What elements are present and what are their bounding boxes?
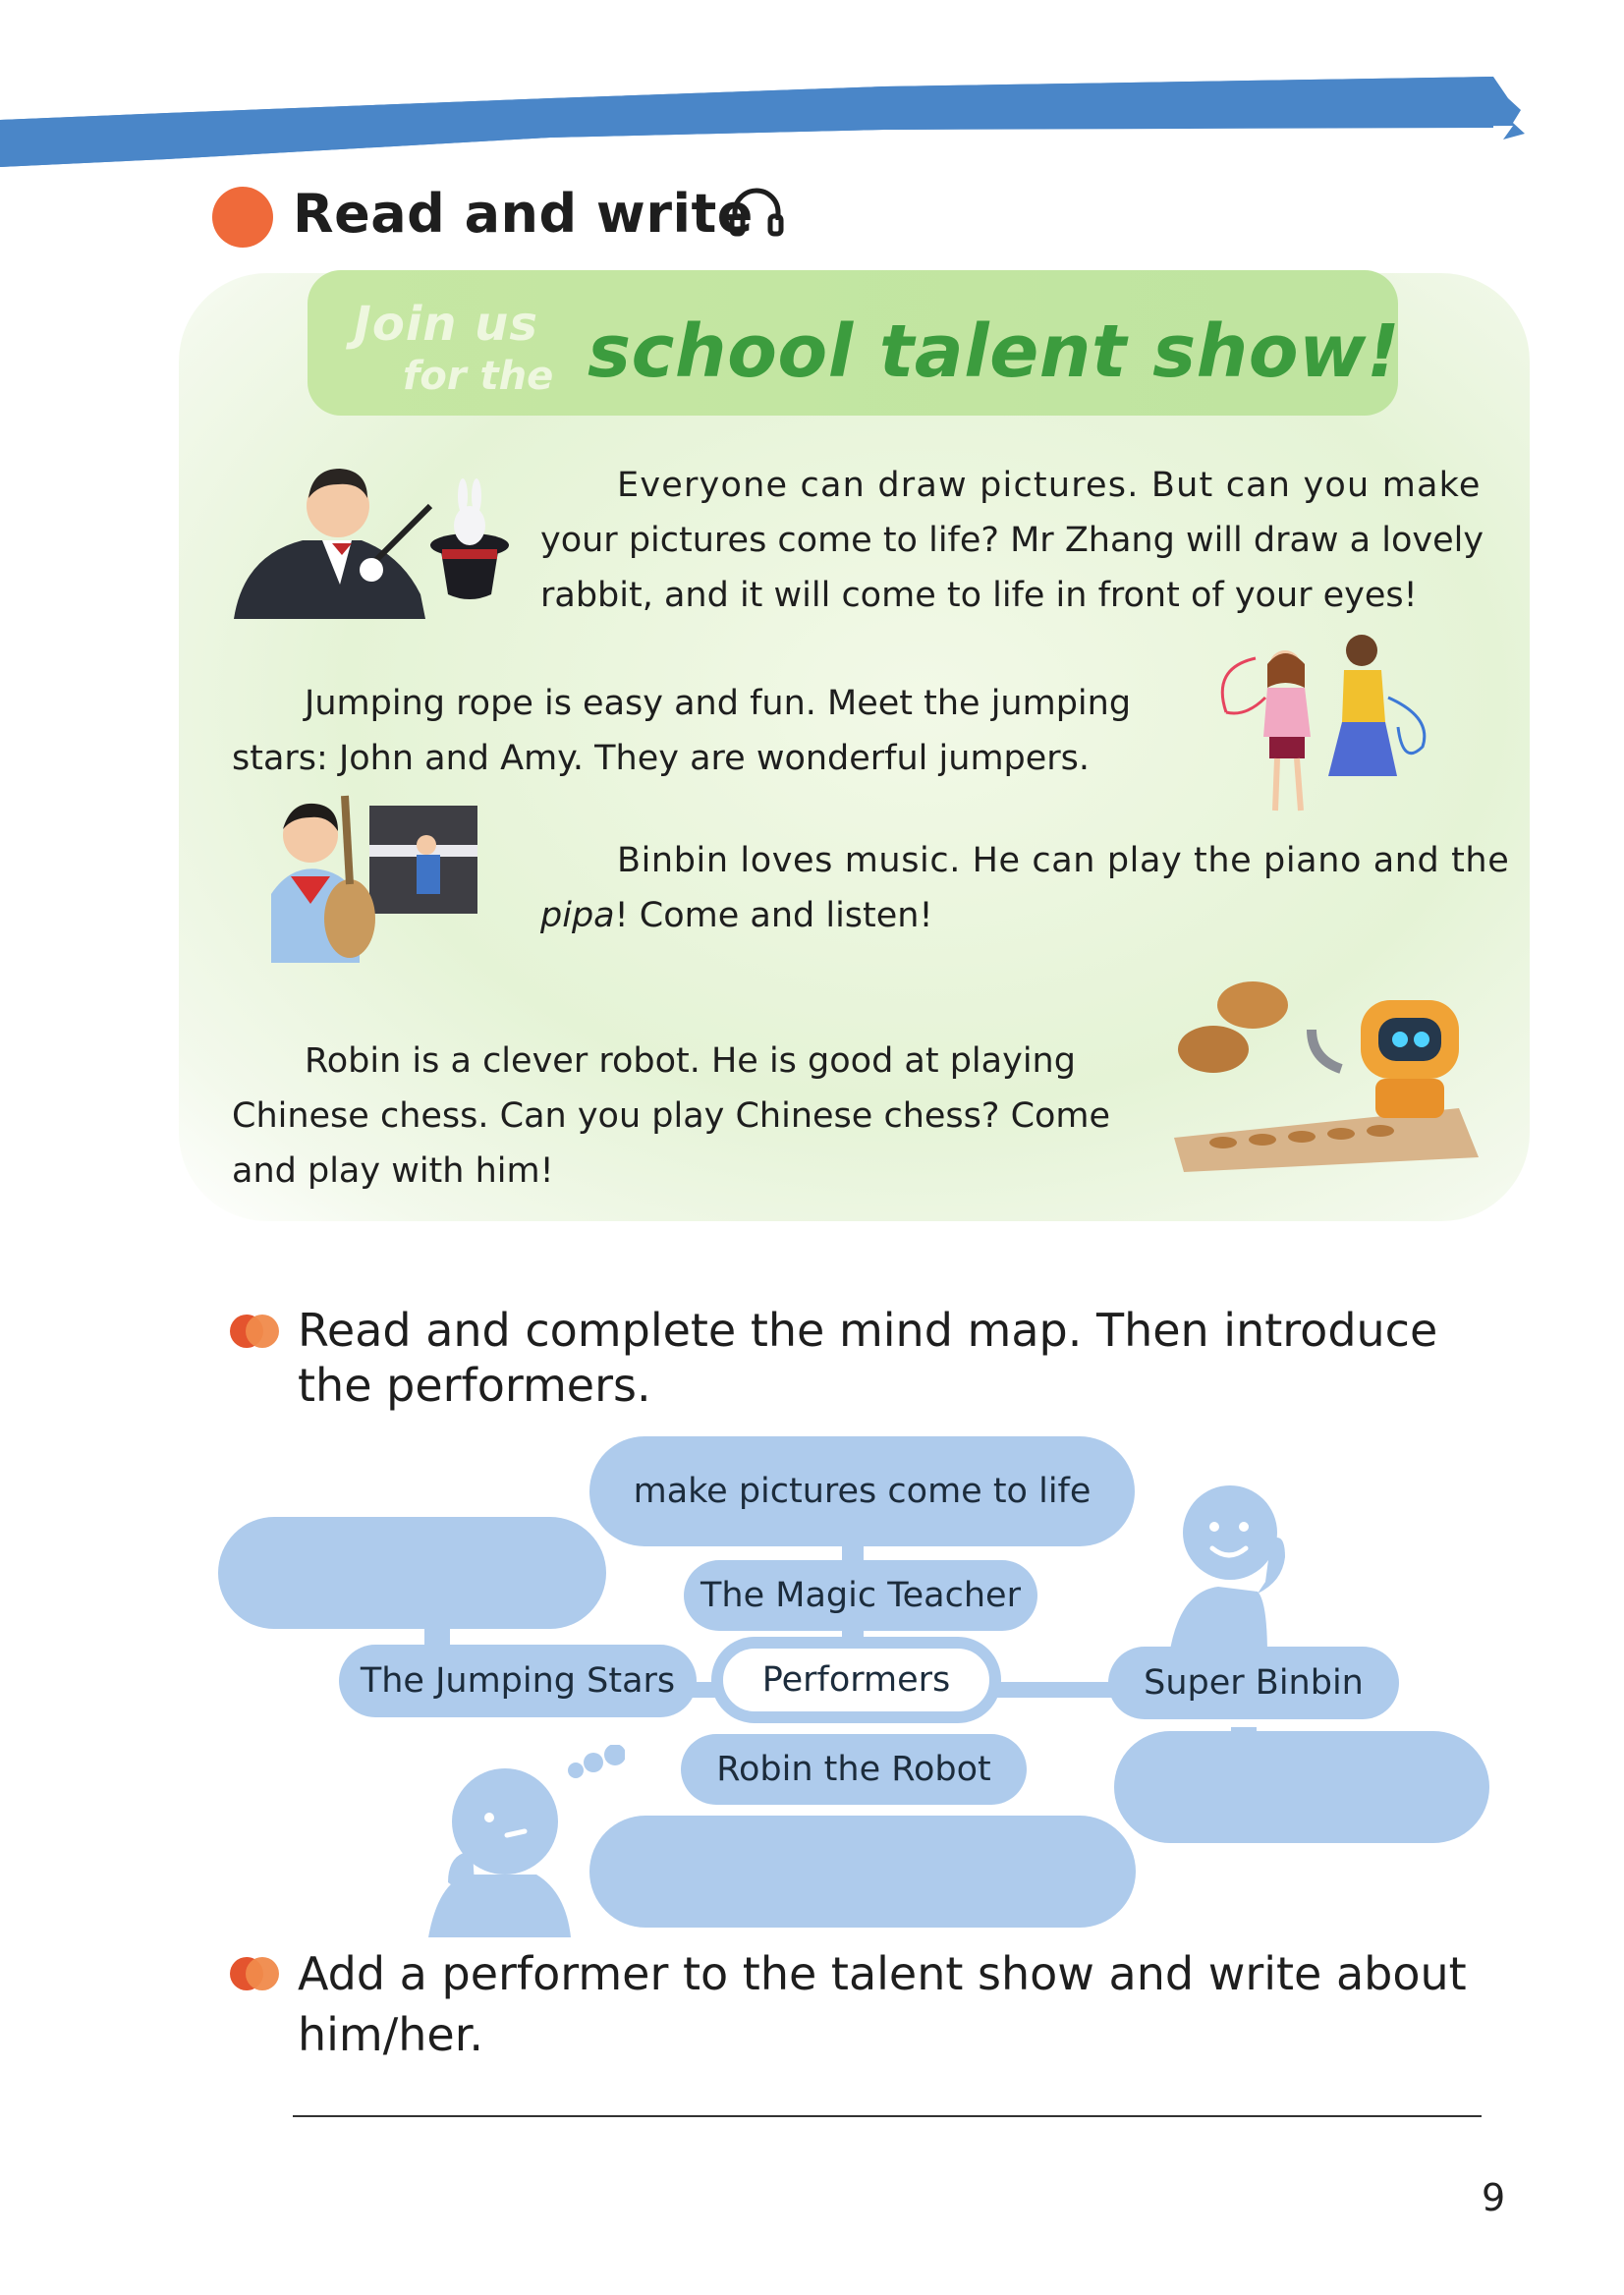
paragraph-line: Binbin loves music. He can play the piano and the xyxy=(617,841,1510,880)
thinking-figure-icon xyxy=(428,1745,625,1937)
mindmap-center-performers: Performers xyxy=(711,1637,1001,1723)
mindmap-blank-jumping-stars[interactable] xyxy=(218,1517,606,1629)
mindmap-node-super-binbin: Super Binbin xyxy=(1108,1647,1399,1719)
magician-illustration xyxy=(224,447,509,624)
page-number: 9 xyxy=(1482,2176,1506,2219)
heading-line: him/her. xyxy=(298,2008,484,2061)
paragraph-line: rabbit, and it will come to life in front of your eyes! xyxy=(540,576,1418,615)
heading-line: the performers. xyxy=(298,1359,651,1412)
paragraph-jumping-stars xyxy=(232,676,1175,786)
paragraph-line: Chinese chess. Can you play Chinese chess? Come xyxy=(232,1096,1111,1136)
paragraph-line-rest: ! Come and listen! xyxy=(614,896,933,935)
poster-title: school talent show! xyxy=(588,309,1401,394)
paragraph-line xyxy=(540,888,1523,943)
mindmap-node-magic-teacher: The Magic Teacher xyxy=(684,1560,1037,1631)
section-title-read-and-write: Read and write xyxy=(293,183,754,245)
heading-line: Add a performer to the talent show and write about xyxy=(298,1947,1467,2000)
writing-line[interactable] xyxy=(293,2115,1482,2117)
paragraph-line: your pictures come to life? Mr Zhang will draw a lovely xyxy=(540,521,1484,560)
paragraph-line: Everyone can draw pictures. But can you make xyxy=(617,466,1482,505)
top-banner xyxy=(0,69,1533,167)
mindmap-blank-robin-robot[interactable] xyxy=(589,1816,1136,1928)
paragraph-line: and play with him! xyxy=(232,1151,554,1191)
paragraph-robin-robot xyxy=(232,1034,1116,1199)
paragraph-line: stars: John and Amy. They are wonderful jumpers. xyxy=(232,739,1091,778)
poster-join-us: Join us xyxy=(354,297,538,352)
italic-word-pipa: pipa xyxy=(540,896,615,935)
paragraph-line: Jumping rope is easy and fun. Meet the jumping xyxy=(305,684,1132,723)
waving-figure-icon xyxy=(1149,1483,1297,1655)
heading-line: Read and complete the mind map. Then introduce xyxy=(298,1304,1438,1357)
jumping-rope-illustration xyxy=(1206,629,1452,825)
poster-for-the: for the xyxy=(403,354,554,399)
headphones-icon[interactable] xyxy=(727,183,786,242)
section-marker xyxy=(230,1315,283,1348)
paragraph-magic-teacher xyxy=(540,458,1503,623)
mindmap-detail-magic: make pictures come to life xyxy=(589,1436,1135,1546)
mindmap-blank-super-binbin[interactable] xyxy=(1114,1731,1489,1843)
section-title-mind-map xyxy=(298,1303,1437,1413)
section-marker xyxy=(212,187,273,248)
paragraph-super-binbin xyxy=(540,833,1523,943)
section-title-add-performer xyxy=(298,1943,1467,2065)
mindmap-node-jumping-stars: The Jumping Stars xyxy=(339,1645,697,1717)
mindmap-node-robin-robot: Robin the Robot xyxy=(681,1734,1027,1805)
section-marker xyxy=(230,1957,283,1990)
paragraph-line: Robin is a clever robot. He is good at playing xyxy=(305,1041,1076,1081)
musician-illustration xyxy=(252,786,487,963)
robot-chess-illustration xyxy=(1164,961,1488,1177)
